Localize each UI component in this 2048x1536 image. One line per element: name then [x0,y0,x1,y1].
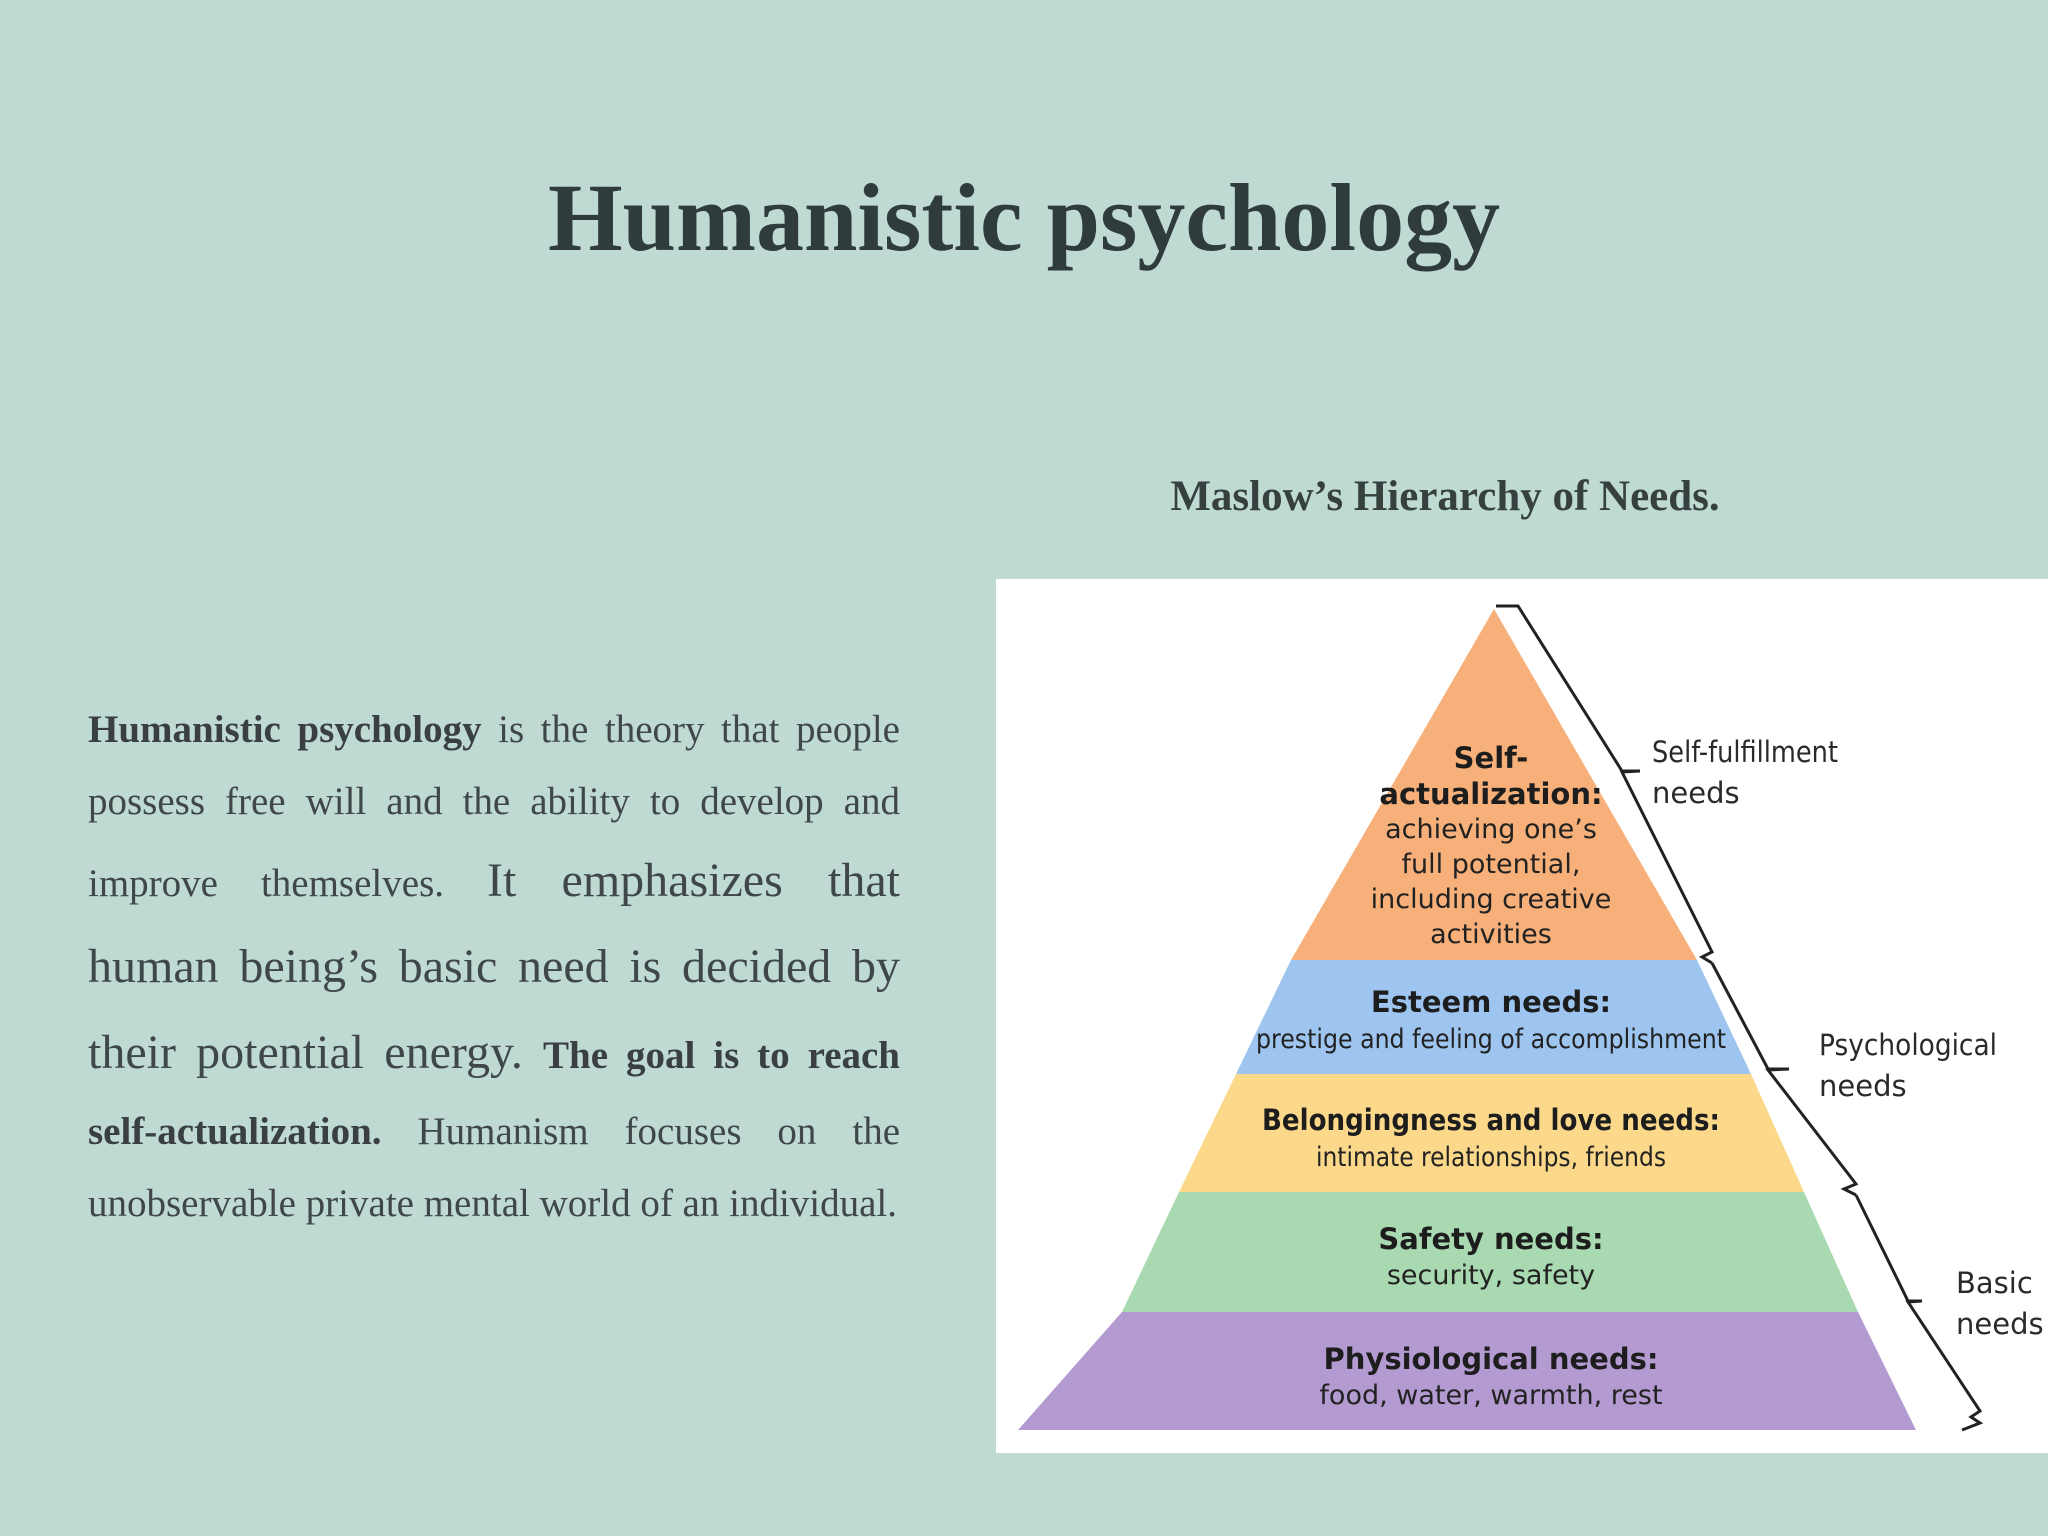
diagram-title: Maslow’s Hierarchy of Needs. [1170,473,1720,520]
tier-self-actualization-desc-1: achieving one’s [1385,814,1597,845]
tier-esteem-desc: prestige and feeling of accomplishment [1256,1024,1726,1055]
tier-self-actualization-desc-4: activities [1430,919,1552,950]
tier-safety-title: Safety needs: [1378,1222,1604,1256]
tier-physiological-title: Physiological needs: [1323,1342,1659,1376]
paragraph-text-1: is the theory that people possess free will and the ability to develop and improve themselves. [88,708,900,905]
tier-esteem-title: Esteem needs: [1370,985,1612,1019]
body-paragraph [88,694,900,1240]
tier-self-actualization-desc-2: full potential, [1401,849,1581,880]
tier-belongingness-desc: intimate relationships, friends [1316,1142,1666,1173]
maslow-pyramid [996,579,2048,1453]
tier-belongingness-title: Belongingness and love needs: [1262,1103,1720,1137]
slide-title: Humanistic psychology [547,164,1501,271]
maslow-pyramid-image [996,579,2048,1453]
tier-self-actualization-title-2: actualization: [1379,777,1603,811]
paragraph-text-2: It emphasizes that human being’s basic need is decided by their potential energy. [88,854,900,1079]
group-basic-line2: needs [1956,1307,2044,1341]
tier-self-actualization-title-1: Self- [1453,741,1529,775]
group-psychological-line2: needs [1819,1069,1907,1103]
tier-safety-desc: security, safety [1386,1260,1596,1291]
goal-statement: The goal is to reach self-actualization. [88,1034,900,1153]
paragraph-text-3: Humanism focuses on the unobservable private mental world of an individual. [88,1110,900,1225]
group-self-fulfillment-line2: needs [1652,776,1740,810]
tier-self-actualization-desc-3: including creative [1370,884,1612,915]
group-basic-line1: Basic [1956,1266,2033,1300]
tier-physiological-desc: food, water, warmth, rest [1319,1380,1663,1411]
lead-term: Humanistic psychology [88,708,482,751]
group-self-fulfillment-line1: Self-fulfillment [1652,735,1838,769]
group-psychological-line1: Psychological [1819,1028,1997,1062]
